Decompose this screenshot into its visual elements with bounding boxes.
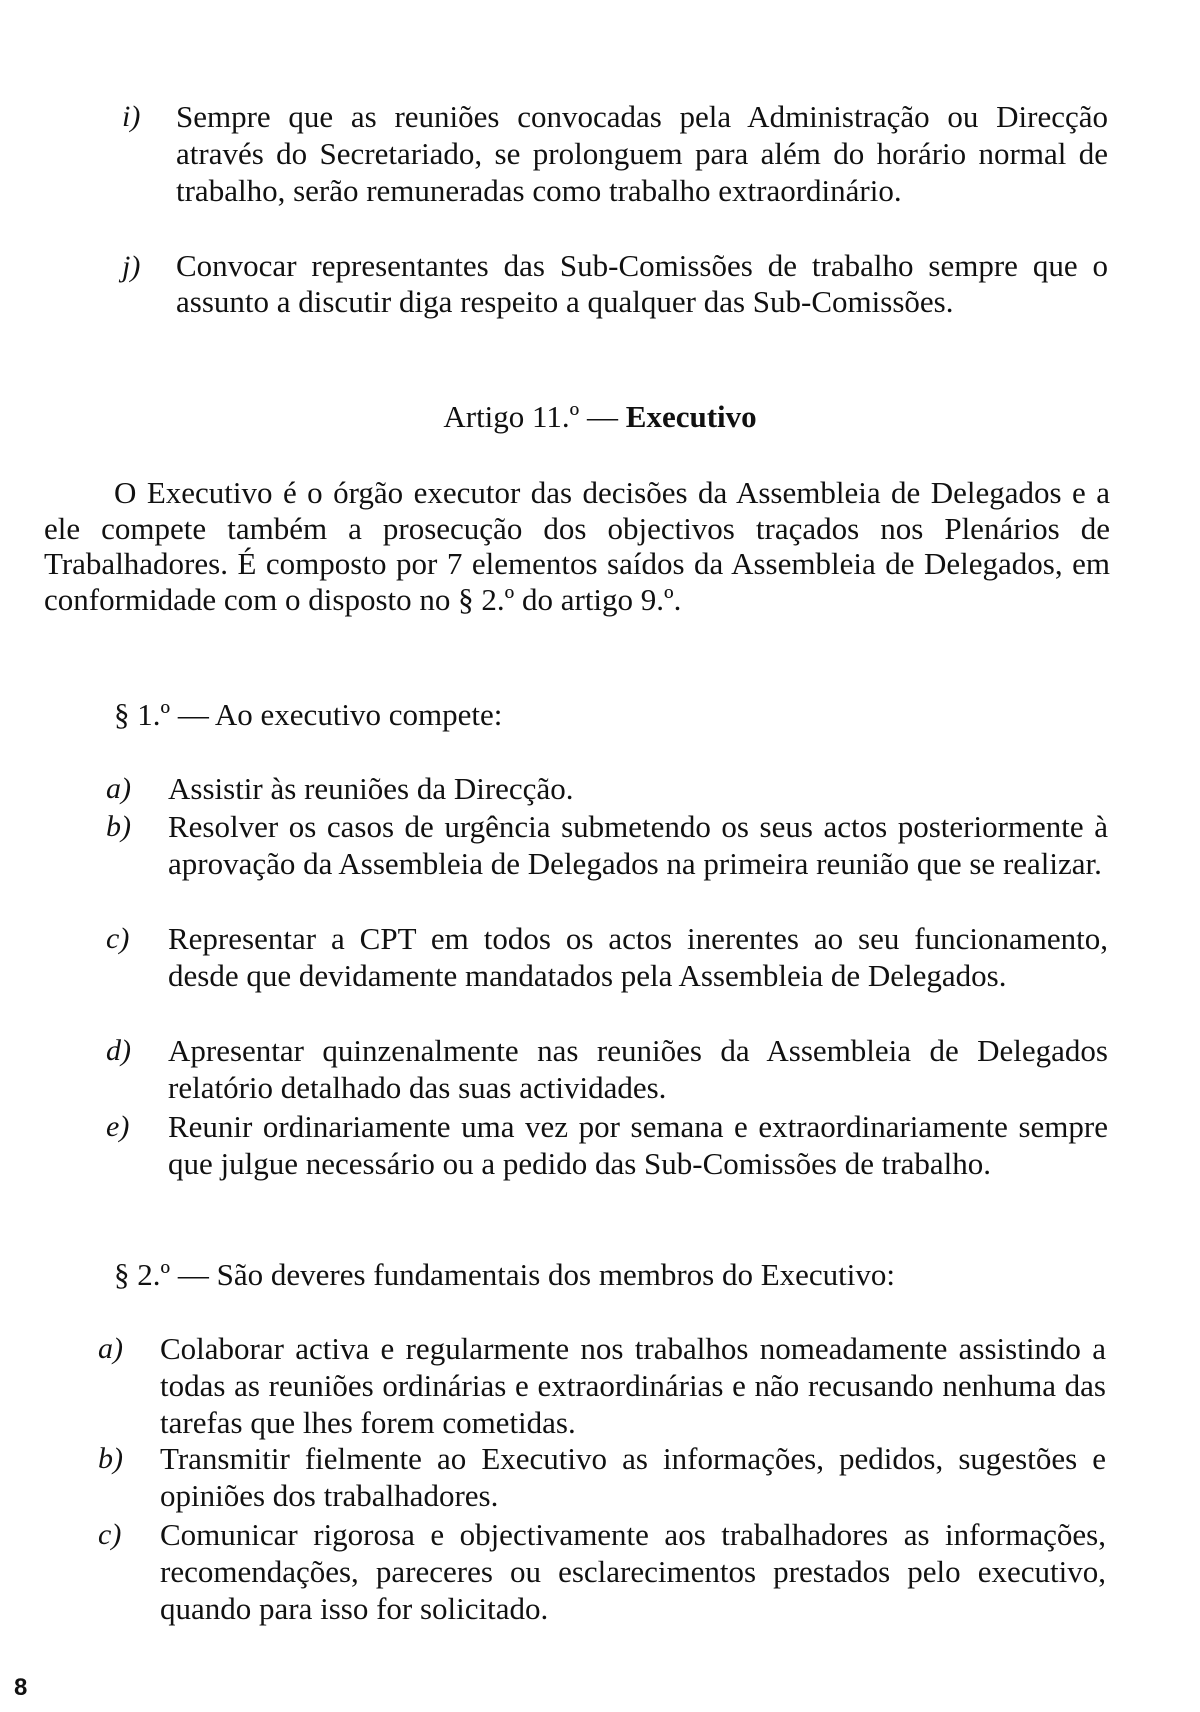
item-text: Comunicar rigorosa e objectivamente aos trabalhadores as informações, recomendações, pareceres ou esclarecimentos prestados pelo executivo, quando para isso for solicitado. <box>160 1517 1106 1626</box>
item-text: Resolver os casos de urgência submetendo os seus actos posteriormente à aprovação da Assembleia de Delegados na primeira reunião que se realizar. <box>168 809 1108 881</box>
item-text: Sempre que as reuniões convocadas pela Administração ou Direcção através do Secretariado, se prolonguem para além do horário normal de trabalho, serão remuneradas como trabalho extraordinário. <box>176 99 1108 208</box>
item-text: Reunir ordinariamente uma vez por semana e extraordinariamente sempre que julgue necessário ou a pedido das Sub-Comissões de trabalho. <box>168 1109 1108 1181</box>
item-text: Representar a CPT em todos os actos inerentes ao seu funcionamento, desde que devidamente mandatados pela Assembleia de Delegados. <box>168 921 1108 993</box>
section-1-heading: § 1.º — Ao executivo compete: <box>114 697 503 732</box>
item-text: Transmitir fielmente ao Executivo as informações, pedidos, sugestões e opiniões dos trabalhadores. <box>160 1441 1106 1513</box>
item-marker: d) <box>106 1034 131 1067</box>
item-marker: c) <box>98 1518 122 1551</box>
item-marker: b) <box>98 1442 123 1475</box>
section-2-heading: § 2.º — São deveres fundamentais dos membros do Executivo: <box>114 1257 896 1292</box>
item-marker: b) <box>106 810 131 843</box>
item-marker: i) <box>122 100 141 133</box>
article-paragraph: O Executivo é o órgão executor das decisões da Assembleia de Delegados e a ele compete também a prosecução dos objectivos traçados nos Plenários de Trabalhadores. É composto por 7 elementos saídos da Assembleia de Delegados, em conformidade com o disposto no § 2.º do artigo 9.º. <box>44 475 1110 617</box>
item-text: Convocar representantes das Sub-Comissões de trabalho sempre que o assunto a discutir diga respeito a qualquer das Sub-Comissões. <box>176 248 1108 319</box>
item-text: Assistir às reuniões da Direcção. <box>168 771 574 806</box>
item-marker: j) <box>122 250 141 283</box>
article-title: Executivo <box>625 399 757 434</box>
item-marker: c) <box>106 922 130 955</box>
item-marker: e) <box>106 1110 130 1143</box>
item-marker: a) <box>106 772 131 805</box>
article-number: Artigo 11.º — <box>443 399 619 434</box>
item-text: Apresentar quinzenalmente nas reuniões da Assembleia de Delegados relatório detalhado das suas actividades. <box>168 1033 1108 1105</box>
item-marker: a) <box>98 1332 123 1365</box>
page-number: 8 <box>14 1674 28 1701</box>
article-heading <box>0 398 1200 435</box>
item-text: Colaborar activa e regularmente nos trabalhos nomeadamente assistindo a todas as reuniões ordinárias e extraordinárias e não recusando nenhuma das tarefas que lhes forem cometidas. <box>160 1331 1106 1440</box>
